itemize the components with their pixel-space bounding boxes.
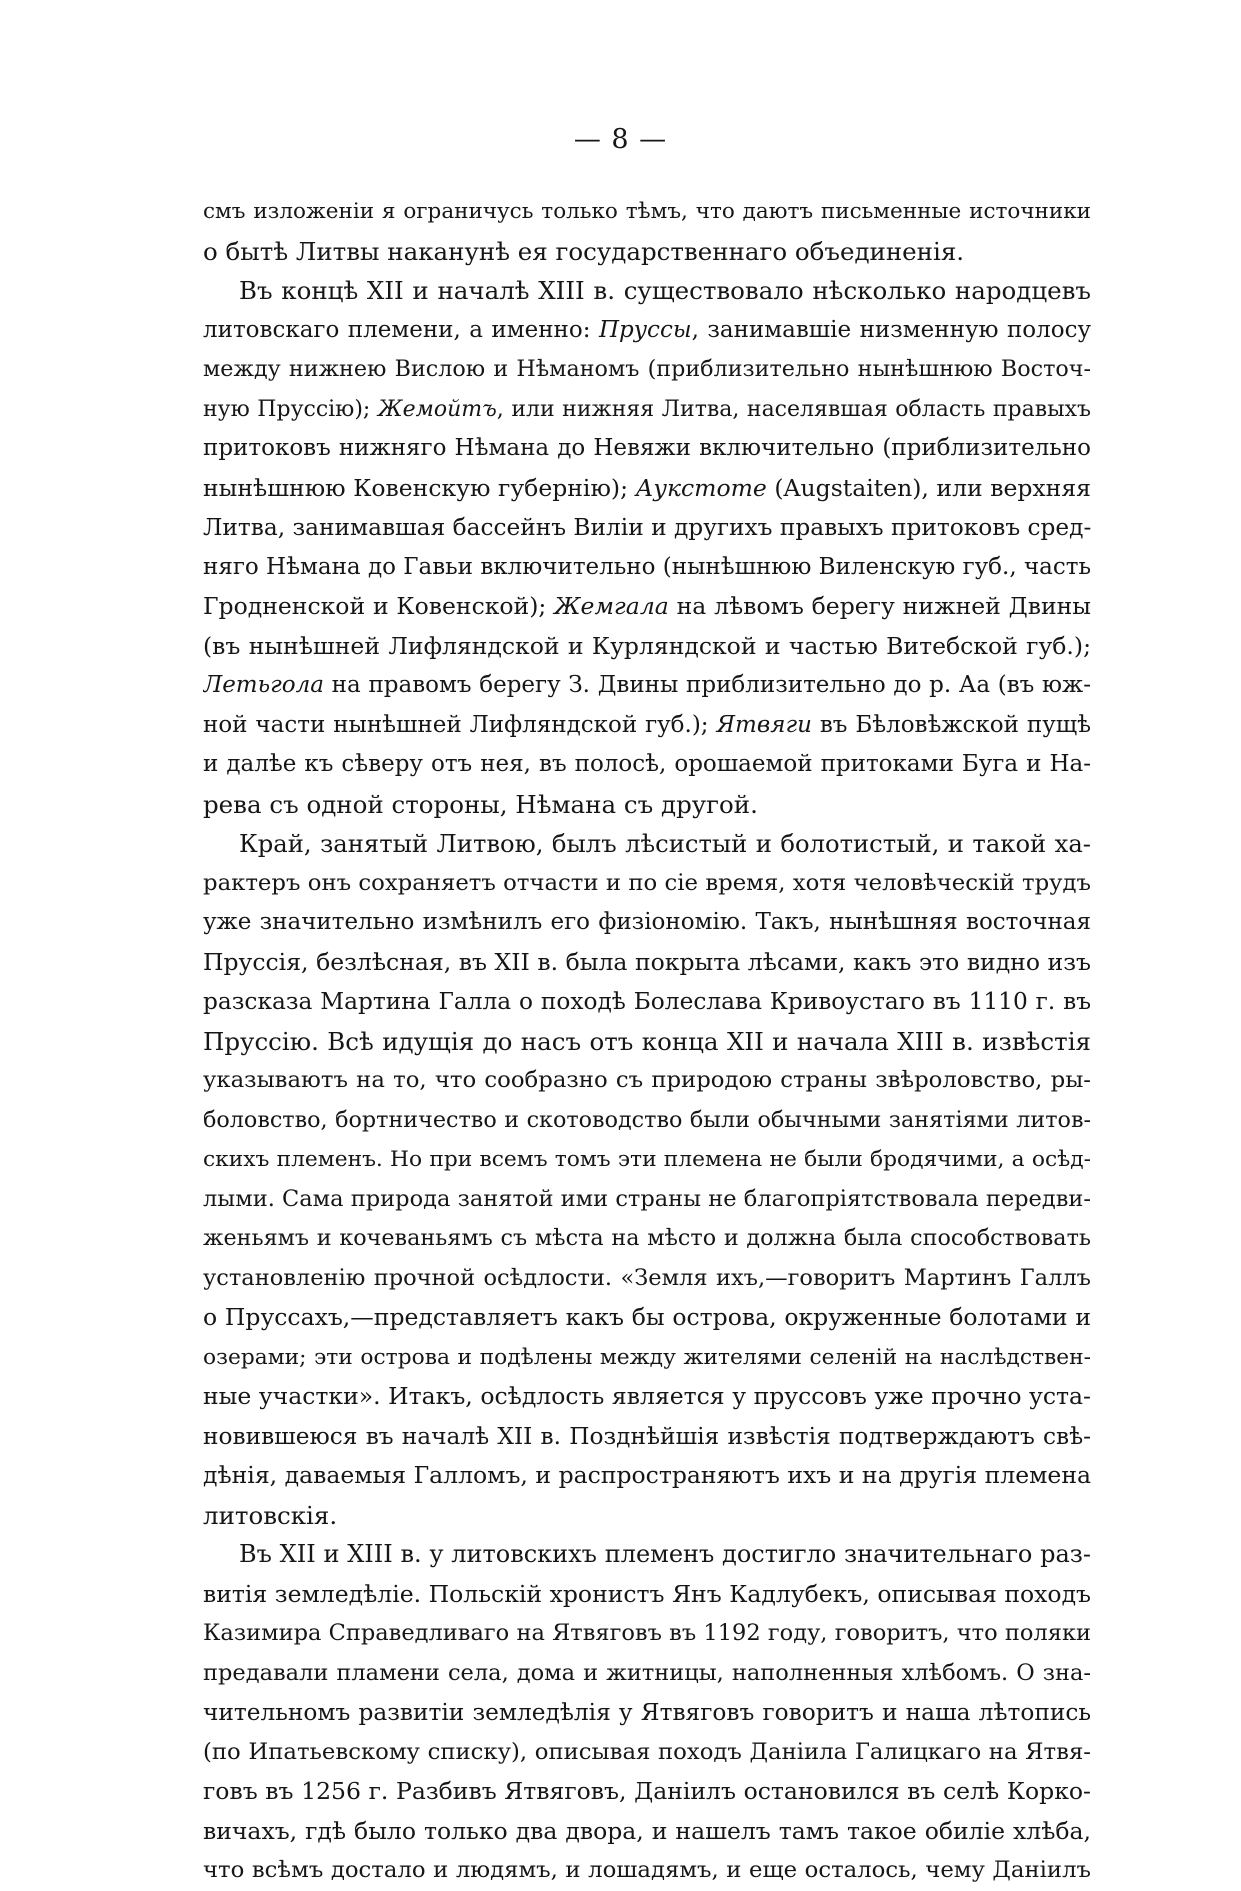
text-run: Въ XII и XIII в. у литовскихъ племенъ достигло значительнаго раз- [239, 1540, 1091, 1568]
text-line [203, 1417, 1091, 1457]
text-line [203, 1219, 1091, 1259]
text-run: Литва, занимавшая бассейнъ Виліи и другихъ правыхъ притоковъ сред- [203, 514, 1091, 541]
text-run: (по Ипатьевскому списку), описывая походъ Даніила Галицкаго на Ятвя- [203, 1738, 1091, 1765]
italic-term: Аукстоте [635, 473, 767, 502]
text-line [203, 1851, 1091, 1891]
text-line [203, 232, 1091, 272]
text-line [203, 1180, 1091, 1220]
text-line [203, 1772, 1091, 1812]
text-line [203, 548, 1091, 588]
text-line [203, 903, 1091, 943]
text-run: , или нижняя Литва, населявшая область правыхъ [496, 396, 1091, 422]
text-line [203, 1812, 1091, 1852]
text-run: предавали пламени села, дома и житницы, наполненныя хлѣбомъ. О зна- [203, 1659, 1091, 1686]
text-run: дѣнія, даваемыя Галломъ, и распространяютъ ихъ и на другія племена [203, 1461, 1091, 1489]
text-run: нынѣшнюю Ковенскую губернію); [203, 473, 636, 502]
text-run: указываютъ на то, что сообразно съ природою страны звѣроловство, ры- [203, 1067, 1091, 1093]
text-line [203, 785, 1091, 825]
text-line [203, 311, 1091, 351]
text-line [203, 1101, 1091, 1141]
text-line [203, 1338, 1091, 1378]
text-run: рактеръ онъ сохраняетъ отчасти и по сіе время, хотя человѣческій трудъ [203, 869, 1091, 896]
text-line [203, 1061, 1091, 1101]
text-run: боловство, бортничество и скотоводство были обычными занятіями литов- [203, 1106, 1091, 1133]
text-run: притоковъ нижняго Нѣмана до Невяжи включительно (приблизительно [203, 435, 1091, 461]
text-run: ную Пруссію); [203, 396, 378, 422]
text-run: на правомъ берегу З. Двины приблизительно до р. Аа (въ юж- [323, 672, 1091, 698]
text-run: Край, занятый Литвою, былъ лѣсистый и болотистый, и такой ха- [239, 829, 1091, 858]
text-run: говъ въ 1256 г. Разбивъ Ятвяговъ, Даніилъ остановился въ селѣ Корко- [203, 1777, 1091, 1805]
text-line [203, 1298, 1091, 1338]
text-run: женьямъ и кочеваньямъ съ мѣста на мѣсто и должна была способствовать [203, 1225, 1091, 1251]
text-run: (Augstaiten), или верхняя [766, 473, 1091, 502]
italic-term: Жемгала [554, 592, 669, 620]
body-text [203, 192, 1091, 1891]
text-line [203, 745, 1091, 785]
text-run: на лѣвомъ берегу нижней Двины [668, 592, 1091, 620]
text-run: ной части нынѣшней Лифляндской губ.); [203, 711, 717, 738]
text-run: Пруссію. Всѣ идущія до насъ отъ конца XII и начала XIII в. извѣстія [203, 1026, 1091, 1056]
text-run: озерами; эти острова и подѣлены между жителями селеній на наслѣдствен- [203, 1344, 1091, 1370]
text-line [203, 1535, 1091, 1575]
text-line [203, 1259, 1091, 1299]
text-line [203, 943, 1091, 983]
text-line [203, 627, 1091, 667]
text-line [203, 824, 1091, 864]
text-line [203, 1456, 1091, 1496]
italic-term: Летьгола [203, 672, 324, 698]
text-line [203, 429, 1091, 469]
text-run: (въ нынѣшней Лифляндской и Курляндской и частью Витебской губ.); [203, 631, 1091, 660]
text-line [203, 864, 1091, 904]
text-run: литовскаго племени, а именно: [203, 316, 599, 343]
text-run: , занимавшіе низменную полосу [691, 316, 1091, 343]
text-run: уже значительно измѣнилъ его физіономію. Такъ, нынѣшняя восточная [203, 909, 1091, 935]
text-line [203, 271, 1091, 311]
text-line [203, 1140, 1091, 1180]
text-run: между нижнею Вислою и Нѣманомъ (приблизительно нынѣшнюю Восточ- [203, 356, 1091, 382]
page-number: — 8 — [573, 124, 668, 155]
text-run: рева съ одной стороны, Нѣмана съ другой. [203, 789, 758, 819]
text-run: вичахъ, гдѣ было только два двора, и нашелъ тамъ такое обиліе хлѣба, [203, 1816, 1091, 1845]
text-line [203, 350, 1091, 390]
text-run: разсказа Мартина Галла о походѣ Болеслава Кривоустаго въ 1110 г. въ [203, 988, 1091, 1015]
text-line [203, 1693, 1091, 1733]
text-line [203, 1575, 1091, 1615]
text-run: лыми. Сама природа занятой ими страны не благопріятствовала передви- [203, 1185, 1091, 1212]
text-run: Казимира Справедливаго на Ятвяговъ въ 1192 году, говоритъ, что поляки [203, 1620, 1091, 1646]
italic-term: Пруссы [598, 316, 692, 343]
text-run: витія земледѣліе. Польскій хронистъ Янъ Кадлубекъ, описывая походъ [203, 1579, 1091, 1608]
text-run: о бытѣ Литвы наканунѣ ея государственнаго объединенія. [203, 236, 965, 266]
text-run: Пруссія, безлѣсная, въ XII в. была покрыта лѣсами, какъ это видно изъ [203, 947, 1091, 976]
text-line [203, 1496, 1091, 1536]
text-run: новившеюся въ началѣ XII в. Позднѣйшія извѣстія подтверждаютъ свѣ- [203, 1422, 1091, 1450]
text-line [203, 390, 1091, 430]
text-run: литовскія. [203, 1500, 338, 1530]
text-line [203, 706, 1091, 746]
text-line [203, 1022, 1091, 1062]
text-run: смъ изложеніи я ограничусь только тѣмъ, что даютъ письменные источники [203, 199, 1091, 224]
text-line [203, 508, 1091, 548]
text-line [203, 469, 1091, 509]
text-line [203, 587, 1091, 627]
text-run: чительномъ развитіи земледѣлія у Ятвяговъ говоритъ и наша лѣтопись [203, 1699, 1091, 1726]
text-run: Въ концѣ XII и началѣ XIII в. существовало нѣсколько народцевъ [239, 276, 1091, 305]
text-run: о Пруссахъ,—представляетъ какъ бы острова, окруженные болотами и [203, 1303, 1091, 1331]
italic-term: Жемойтъ [377, 396, 497, 422]
text-run: няго Нѣмана до Гавьи включительно (нынѣшнюю Виленскую губ., часть [203, 553, 1091, 580]
text-line [203, 1377, 1091, 1417]
text-line [203, 666, 1091, 706]
text-run: и далѣе къ сѣверу отъ нея, въ полосѣ, орошаемой притоками Буга и На- [203, 751, 1091, 777]
text-run: что всѣмъ достало и людямъ, и лошадямъ, и еще осталось, чему Даніилъ [203, 1857, 1091, 1883]
text-run: въ Бѣловѣжской пущѣ [811, 711, 1091, 738]
text-run: Гродненской и Ковенской); [203, 592, 555, 620]
text-line [203, 1733, 1091, 1773]
text-run: установленію прочной осѣдлости. «Земля ихъ,—говоритъ Мартинъ Галлъ [203, 1264, 1091, 1291]
text-line [203, 982, 1091, 1022]
text-line [203, 1614, 1091, 1654]
text-line [203, 1654, 1091, 1694]
text-line [203, 192, 1091, 232]
italic-term: Ятвяги [716, 711, 812, 738]
text-run: скихъ племенъ. Но при всемъ томъ эти племена не были бродячими, а осѣд- [203, 1147, 1091, 1172]
text-run: ные участки». Итакъ, осѣдлость является у пруссовъ уже прочно уста- [203, 1382, 1091, 1410]
